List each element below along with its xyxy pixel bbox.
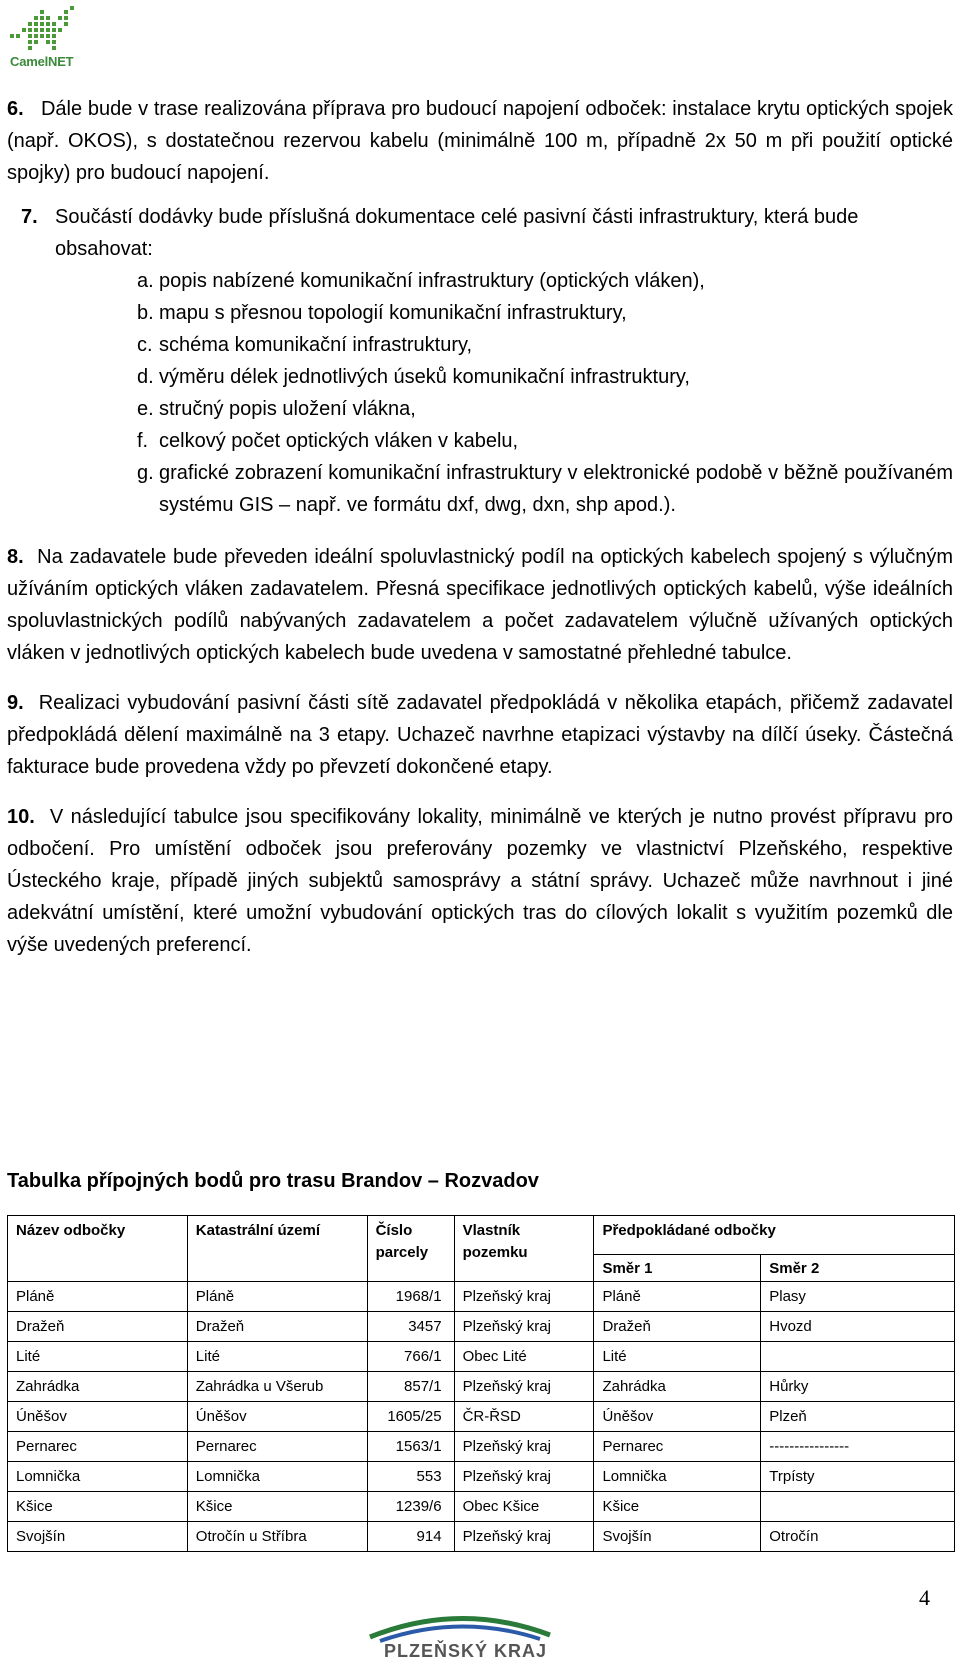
table-row bbox=[8, 1372, 955, 1402]
cell-owner: ČR-ŘSD bbox=[454, 1402, 594, 1432]
table-row bbox=[8, 1432, 955, 1462]
cell-parcel: 1968/1 bbox=[367, 1282, 454, 1312]
cell-dir2: Hůrky bbox=[761, 1372, 955, 1402]
header-planned: Předpokládané odbočky bbox=[594, 1216, 955, 1255]
paragraph-text: V následující tabulce jsou specifikovány lokality, minimálně ve kterých je nutno provést přípravu pro odbočení. Pro umístění odboček jsou preferovány pozemky ve vlastnictví Plzeňského, respektive Ústeckého kraje, případě jiných subjektů samosprávy a státní správy. Uchazeč může navrhnout i jiné adekvátní umístění, které umožní vybudování optických tras do cílových lokalit s využitím pozemků dle výše uvedených preferencí. bbox=[7, 806, 953, 956]
paragraph-8 bbox=[7, 541, 953, 669]
header-dir2: Směr 2 bbox=[761, 1255, 955, 1282]
cell-area: Kšice bbox=[187, 1492, 367, 1522]
paragraph-number: 8. bbox=[7, 546, 24, 568]
paragraph-number: 10. bbox=[7, 806, 35, 828]
cell-dir2 bbox=[761, 1492, 955, 1522]
paragraph-7 bbox=[7, 201, 953, 265]
logo-text: PLZEŇSKÝ KRAJ bbox=[384, 1641, 548, 1661]
list-label: d. bbox=[137, 366, 154, 388]
cell-dir2: Hvozd bbox=[761, 1312, 955, 1342]
cell-area: Lité bbox=[187, 1342, 367, 1372]
list-label: b. bbox=[137, 302, 154, 324]
list-text: grafické zobrazení komunikační infrastruktury v elektronické podobě v běžně používaném systému GIS – např. ve formátu dxf, dwg, dxn, shp apod.). bbox=[159, 462, 953, 516]
cell-dir1: Svojšín bbox=[594, 1522, 761, 1552]
cell-parcel: 857/1 bbox=[367, 1372, 454, 1402]
cell-dir1: Lomnička bbox=[594, 1462, 761, 1492]
list-item bbox=[137, 329, 953, 361]
table-title: Tabulka přípojných bodů pro trasu Brandov – Rozvadov bbox=[7, 1170, 539, 1192]
plzensky-kraj-logo bbox=[360, 1605, 600, 1665]
cell-owner: Plzeňský kraj bbox=[454, 1372, 594, 1402]
cell-owner: Plzeňský kraj bbox=[454, 1432, 594, 1462]
table-row bbox=[8, 1522, 955, 1552]
swoosh-icon bbox=[360, 1605, 560, 1645]
cell-dir2: Plasy bbox=[761, 1282, 955, 1312]
camelnet-logo bbox=[8, 4, 88, 74]
page-number: 4 bbox=[919, 1585, 930, 1610]
documentation-list bbox=[7, 265, 953, 521]
cell-dir2: Otročín bbox=[761, 1522, 955, 1552]
cell-area: Zahrádka u Všerub bbox=[187, 1372, 367, 1402]
list-text: schéma komunikační infrastruktury, bbox=[159, 334, 473, 356]
table-row bbox=[8, 1462, 955, 1492]
header-area: Katastrální území bbox=[187, 1216, 367, 1282]
paragraph-text: Dále bude v trase realizována příprava pro budoucí napojení odboček: instalace krytu optických spojek (např. OKOS), s dostatečnou rezervou kabelu (minimálně 100 m, případně 2x 50 m při použití optické spojky) pro budoucí napojení. bbox=[7, 98, 953, 184]
table-row bbox=[8, 1342, 955, 1372]
list-item bbox=[137, 361, 953, 393]
header-dir1: Směr 1 bbox=[594, 1255, 761, 1282]
cell-dir1: Dražeň bbox=[594, 1312, 761, 1342]
list-label: e. bbox=[137, 398, 154, 420]
header-name: Název odbočky bbox=[8, 1216, 188, 1282]
cell-name: Úněšov bbox=[8, 1402, 188, 1432]
cell-owner: Plzeňský kraj bbox=[454, 1522, 594, 1552]
cell-parcel: 3457 bbox=[367, 1312, 454, 1342]
table-row bbox=[8, 1492, 955, 1522]
cell-area: Pláně bbox=[187, 1282, 367, 1312]
cell-owner: Plzeňský kraj bbox=[454, 1462, 594, 1492]
cell-name: Lité bbox=[8, 1342, 188, 1372]
table-row bbox=[8, 1402, 955, 1432]
cell-owner: Obec Kšice bbox=[454, 1492, 594, 1522]
paragraph-text: Součástí dodávky bude příslušná dokumentace celé pasivní části infrastruktury, která bude obsahovat: bbox=[55, 206, 859, 260]
list-item bbox=[137, 425, 953, 457]
cell-parcel: 1605/25 bbox=[367, 1402, 454, 1432]
list-item bbox=[137, 265, 953, 297]
paragraph-10 bbox=[7, 801, 953, 961]
paragraph-9 bbox=[7, 687, 953, 783]
table-row bbox=[8, 1312, 955, 1342]
cell-parcel: 1239/6 bbox=[367, 1492, 454, 1522]
list-text: výměru délek jednotlivých úseků komunikační infrastruktury, bbox=[159, 366, 690, 388]
cell-area: Úněšov bbox=[187, 1402, 367, 1432]
list-text: celkový počet optických vláken v kabelu, bbox=[159, 430, 519, 452]
header-parcel: Číslo parcely bbox=[367, 1216, 454, 1282]
cell-name: Dražeň bbox=[8, 1312, 188, 1342]
cell-dir1: Pernarec bbox=[594, 1432, 761, 1462]
cell-owner: Plzeňský kraj bbox=[454, 1312, 594, 1342]
cell-parcel: 766/1 bbox=[367, 1342, 454, 1372]
paragraph-text: Na zadavatele bude převeden ideální spoluvlastnický podíl na optických kabelech spojený s výlučným užíváním optických vláken zadavatelem. Přesná specifikace jednotlivých optických kabelů, výše ideálních spoluvlastnických podílů nabývaných zadavatelem a počet zadavatelem výlučně užívaných optických vláken v jednotlivých optických kabelech bude uvedena v samostatné přehledné tabulce. bbox=[7, 546, 953, 664]
cell-dir1: Zahrádka bbox=[594, 1372, 761, 1402]
brand-name: CamelNET bbox=[10, 54, 74, 69]
cell-dir1: Pláně bbox=[594, 1282, 761, 1312]
cell-dir1: Lité bbox=[594, 1342, 761, 1372]
cell-name: Pernarec bbox=[8, 1432, 188, 1462]
cell-parcel: 914 bbox=[367, 1522, 454, 1552]
paragraph-number: 7. bbox=[21, 206, 38, 228]
cell-name: Kšice bbox=[8, 1492, 188, 1522]
cell-dir2 bbox=[761, 1342, 955, 1372]
list-label: g. bbox=[137, 462, 154, 484]
paragraph-text: Realizaci vybudování pasivní části sítě zadavatel předpokládá v několika etapách, přičemž zadavatel předpokládá dělení maximálně na 3 etapy. Uchazeč navrhne etapizaci výstavby na dílčí úseky. Částečná fakturace bude provedena vždy po převzetí dokončené etapy. bbox=[7, 692, 953, 778]
cell-name: Svojšín bbox=[8, 1522, 188, 1552]
list-text: popis nabízené komunikační infrastruktury (optických vláken), bbox=[159, 270, 705, 292]
cell-dir1: Kšice bbox=[594, 1492, 761, 1522]
cell-area: Dražeň bbox=[187, 1312, 367, 1342]
list-item bbox=[137, 457, 953, 521]
list-label: c. bbox=[137, 334, 153, 356]
list-text: stručný popis uložení vlákna, bbox=[159, 398, 416, 420]
list-item bbox=[137, 297, 953, 329]
paragraph-number: 6. bbox=[7, 98, 24, 120]
connection-points-table bbox=[7, 1215, 955, 1552]
header-owner: Vlastník pozemku bbox=[454, 1216, 594, 1282]
cell-name: Pláně bbox=[8, 1282, 188, 1312]
cell-dir2: Plzeň bbox=[761, 1402, 955, 1432]
cell-area: Otročín u Stříbra bbox=[187, 1522, 367, 1552]
cell-dir2: ---------------- bbox=[761, 1432, 955, 1462]
cell-area: Lomnička bbox=[187, 1462, 367, 1492]
table-row bbox=[8, 1282, 955, 1312]
list-label: a. bbox=[137, 270, 154, 292]
cell-owner: Plzeňský kraj bbox=[454, 1282, 594, 1312]
list-label: f. bbox=[137, 430, 149, 452]
camel-icon bbox=[8, 4, 80, 54]
list-item bbox=[137, 393, 953, 425]
cell-area: Pernarec bbox=[187, 1432, 367, 1462]
cell-owner: Obec Lité bbox=[454, 1342, 594, 1372]
cell-name: Zahrádka bbox=[8, 1372, 188, 1402]
paragraph-number: 9. bbox=[7, 692, 24, 714]
list-text: mapu s přesnou topologií komunikační infrastruktury, bbox=[159, 302, 627, 324]
document-body bbox=[7, 93, 953, 961]
cell-parcel: 553 bbox=[367, 1462, 454, 1492]
cell-dir2: Trpísty bbox=[761, 1462, 955, 1492]
cell-parcel: 1563/1 bbox=[367, 1432, 454, 1462]
cell-name: Lomnička bbox=[8, 1462, 188, 1492]
cell-dir1: Úněšov bbox=[594, 1402, 761, 1432]
paragraph-6 bbox=[7, 93, 953, 189]
